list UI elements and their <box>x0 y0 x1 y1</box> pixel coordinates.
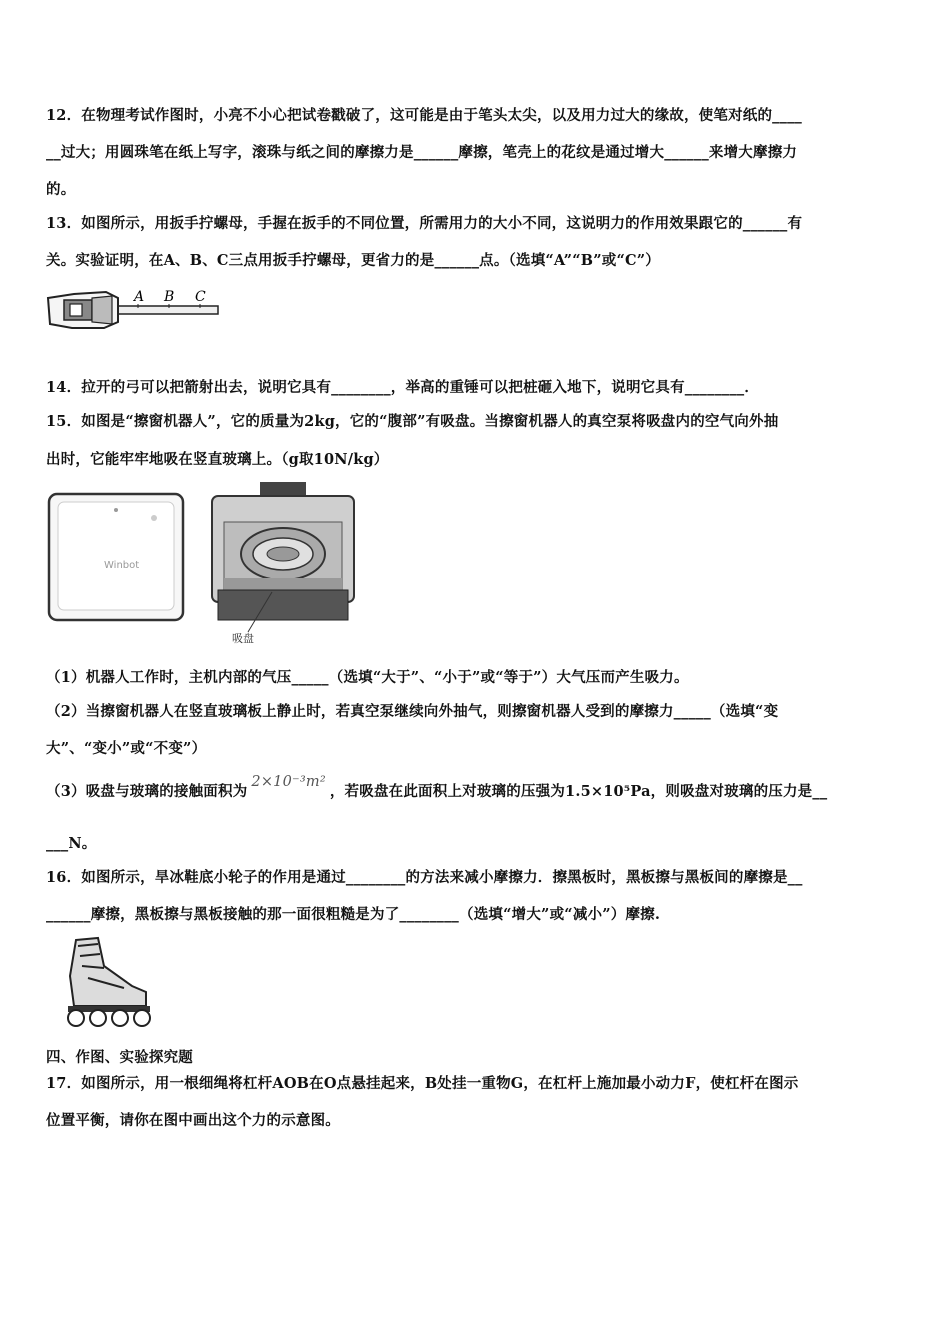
robot-brand-label: Winbot <box>104 560 140 571</box>
q15-line2: 出时，它能牢牢地吸在竖直玻璃上。（g取10N/kg） <box>46 451 389 468</box>
wrench-label-b: B <box>164 289 175 305</box>
q15-part3-line1 <box>46 774 828 801</box>
q16-line2: ______摩擦，黑板擦与黑板接触的那一面很粗糙是为了________（选填“增大”或“减小”）摩擦. <box>46 906 661 923</box>
q12-line2: __过大；用圆珠笔在纸上写字，滚珠与纸之间的摩擦力是______摩擦，笔壳上的花纹是通过增大______来增大摩擦力 <box>46 144 798 161</box>
q13-line2: 关。实验证明，在A、B、C三点用扳手拧螺母，更省力的是______点。（选填“A”“B”或“C”） <box>46 252 660 269</box>
q15-part3-suffix: ，若吸盘在此面积上对玻璃的压强为1.5×10⁵Pa，则吸盘对玻璃的压力是__ <box>329 783 828 800</box>
q12-line1: 12．在物理考试作图时，小亮不小心把试卷戳破了，这可能是由于笔头太尖，以及用力过大的缘故，使笔对纸的____ <box>46 107 802 124</box>
robot-front-figure <box>46 490 188 626</box>
q14-line1: 14．拉开的弓可以把箭射出去，说明它具有________，举高的重锤可以把桩砸入地下，说明它具有________． <box>46 379 760 396</box>
q15-part3-prefix: （3）吸盘与玻璃的接触面积为 <box>46 783 248 800</box>
wrench-figure <box>44 284 220 338</box>
q15-line1: 15．如图是“擦窗机器人”，它的质量为2kg，它的“腹部”有吸盘。当擦窗机器人的真空泵将吸盘内的空气向外抽 <box>46 413 779 430</box>
q15-part3-line2: ___N。 <box>46 835 97 852</box>
wrench-label-c: C <box>195 289 206 305</box>
q15-part1: （1）机器人工作时，主机内部的气压_____（选填“大于”、“小于”或“等于”）大气压而产生吸力。 <box>46 669 689 686</box>
q16-line1: 16．如图所示，旱冰鞋底小轮子的作用是通过________的方法来减小摩擦力．擦黑板时，黑板擦与黑板间的摩擦是__ <box>46 869 803 886</box>
q17-line2: 位置平衡，请你在图中画出这个力的示意图。 <box>46 1112 340 1129</box>
wrench-label-a: A <box>134 289 145 305</box>
q17-line1: 17．如图所示，用一根细绳将杠杆AOB在O点悬挂起来，B处挂一重物G，在杠杆上施加最小动力F，使杠杆在图示 <box>46 1075 799 1092</box>
roller-skate-figure <box>54 936 154 1028</box>
robot-bottom-figure <box>210 482 356 648</box>
q15-part2-line2: 大”、“变小”或“不变”） <box>46 740 207 757</box>
contact-area-formula: 2×10⁻³m² <box>251 774 326 790</box>
section4-title: 四、作图、实验探究题 <box>46 1049 193 1066</box>
q12-line3: 的。 <box>46 181 76 198</box>
q13-line1: 13．如图所示，用扳手拧螺母，手握在扳手的不同位置，所需用力的大小不同，这说明力的作用效果跟它的______有 <box>46 215 803 232</box>
q15-part2-line1: （2）当擦窗机器人在竖直玻璃板上静止时，若真空泵继续向外抽气，则擦窗机器人受到的摩擦力_____（选填“变 <box>46 703 779 720</box>
suction-cup-label: 吸盘 <box>232 632 254 645</box>
